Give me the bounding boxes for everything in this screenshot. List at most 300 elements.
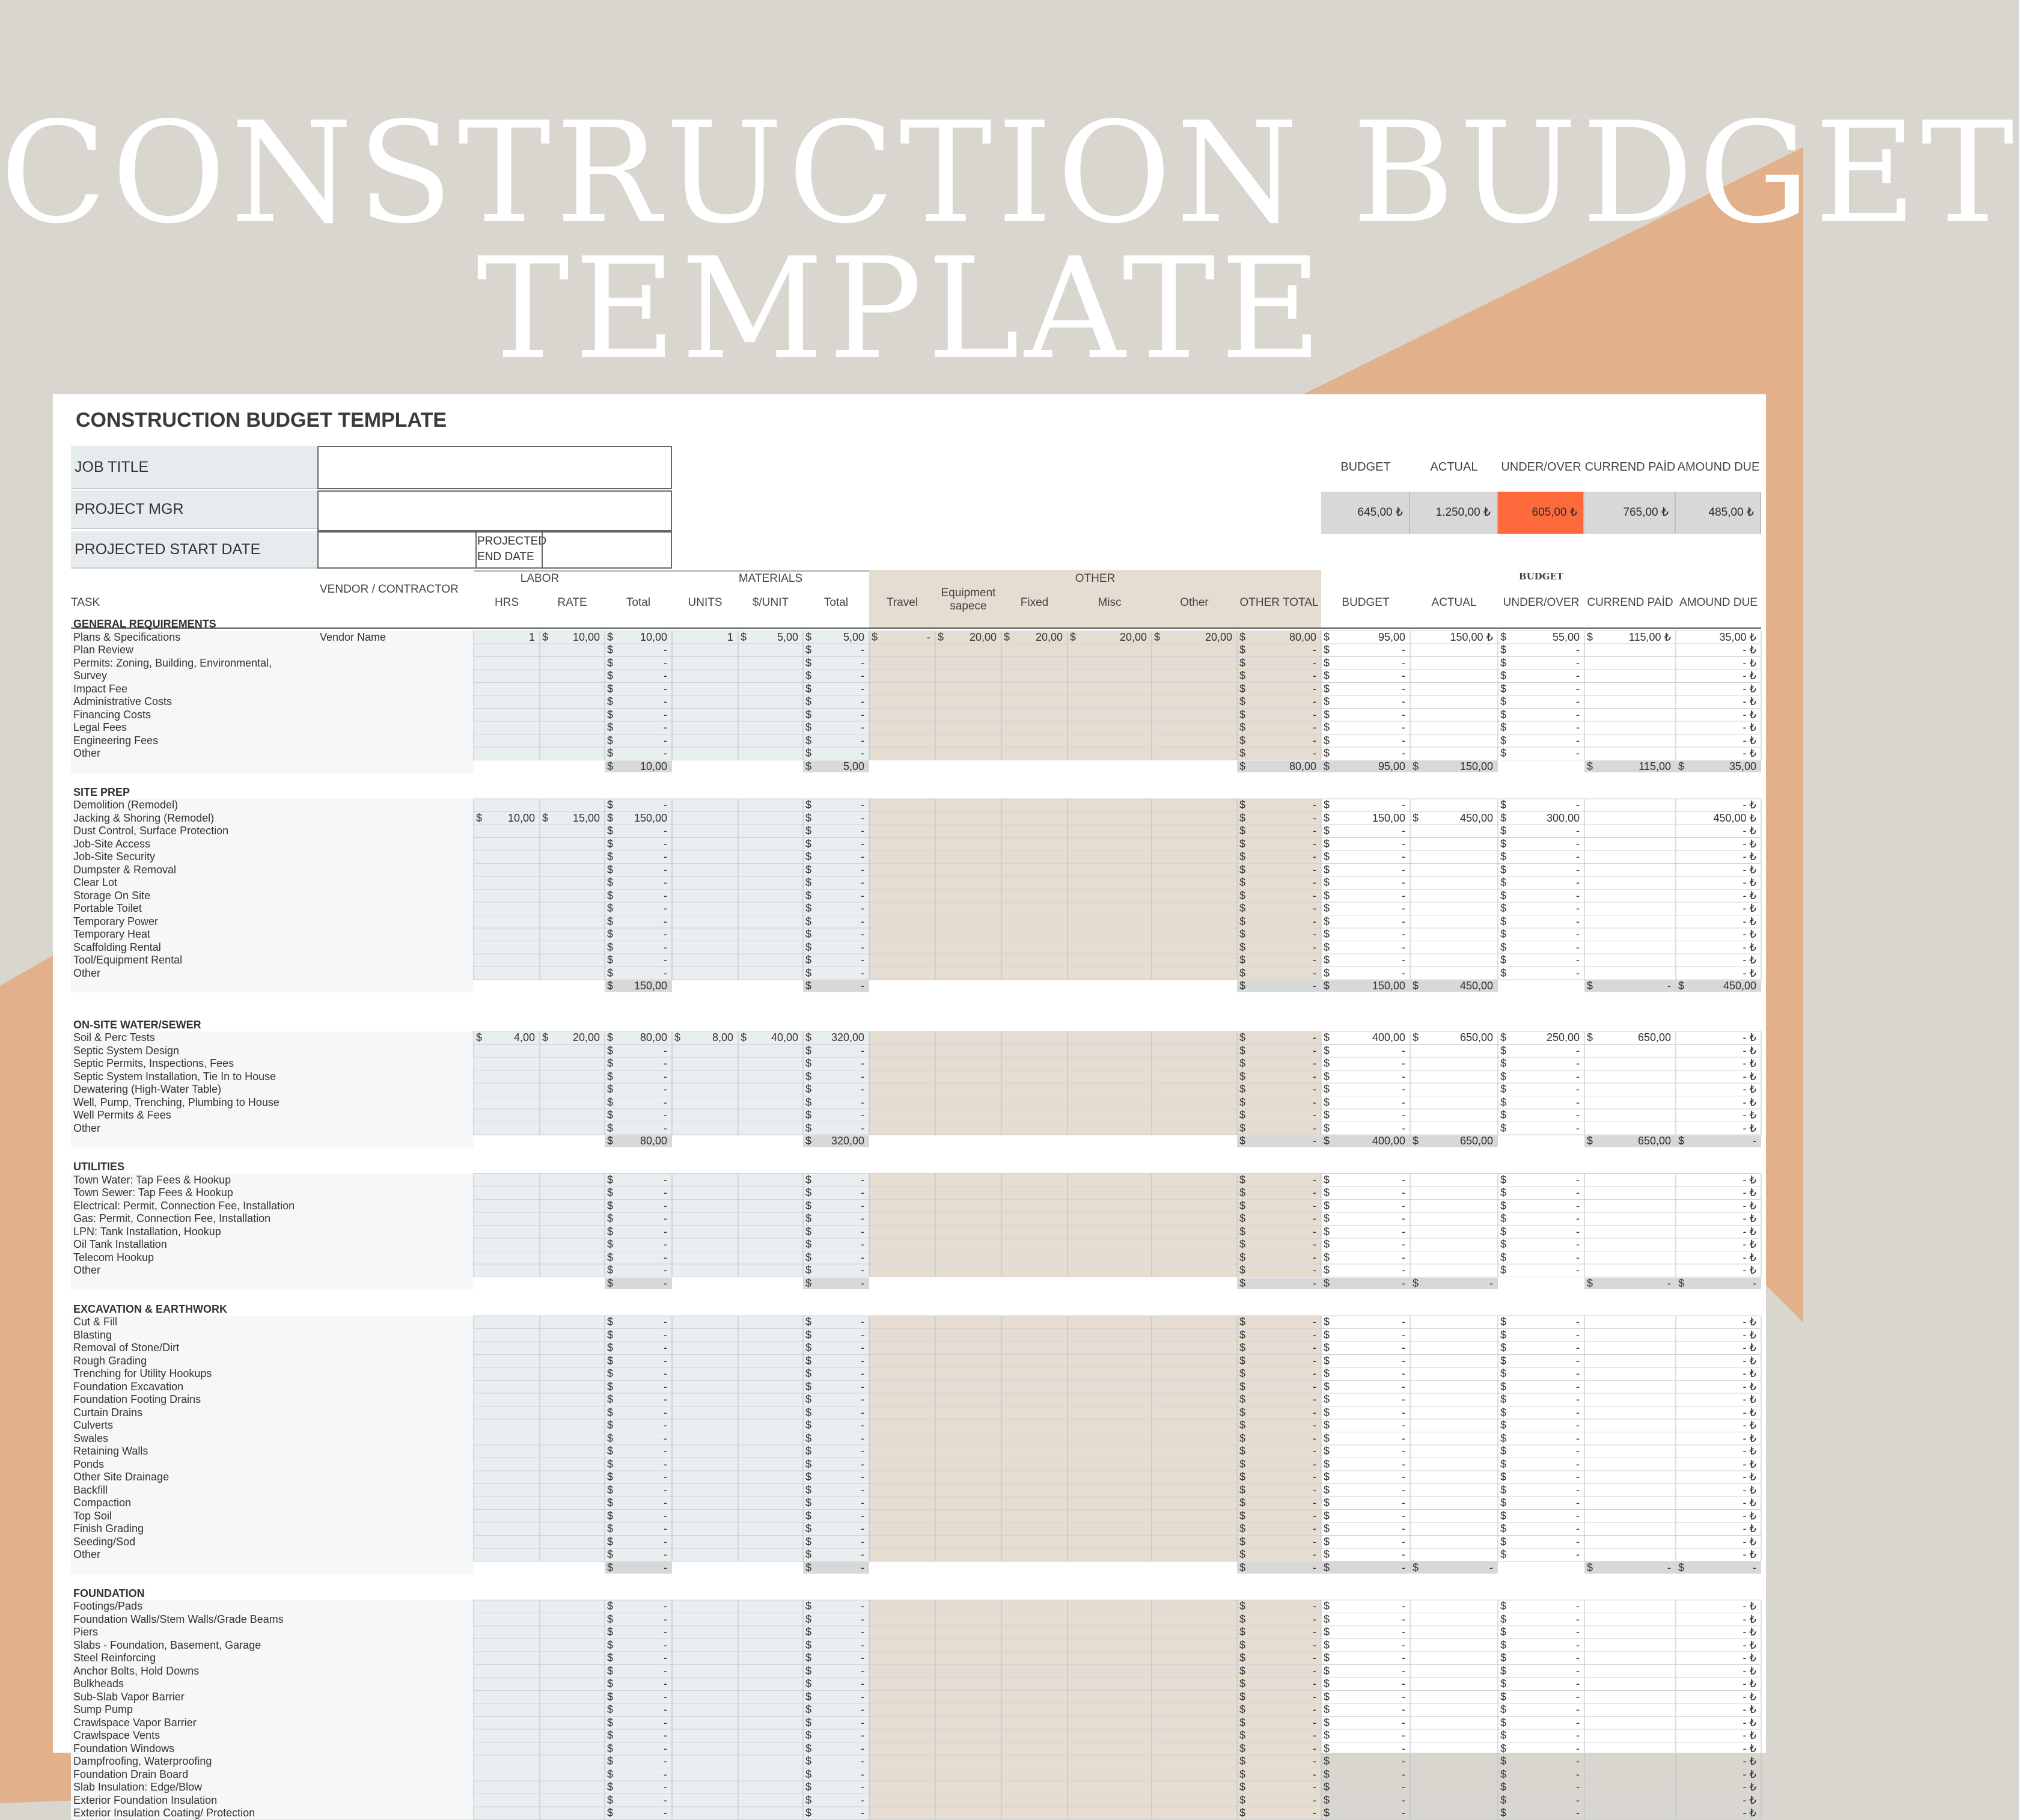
task-label[interactable]: Job-Site Security [73,850,156,863]
cell-due[interactable]: - ₺ [1743,1354,1756,1367]
cell-due[interactable]: - ₺ [1743,1173,1756,1186]
cell-due[interactable]: - ₺ [1743,1316,1756,1328]
cell-due[interactable]: - ₺ [1743,1225,1756,1238]
cell-uo-dollar: $ [1500,1626,1507,1638]
cell-due[interactable]: - ₺ [1743,1535,1756,1548]
cell-budget-dollar: $ [1324,1652,1330,1664]
cell-mtot: - [861,1238,864,1250]
section-total-paid-dollar: $ [1587,980,1593,992]
cell-fixed[interactable]: 20,00 [1035,631,1063,643]
cell-budget-dollar: $ [1324,1781,1330,1793]
section-total-ltot: 150,00 [634,980,667,992]
cell-due[interactable]: - ₺ [1743,1638,1756,1651]
task-label[interactable]: Dewatering (High-Water Table) [73,1083,222,1095]
cell-hrs[interactable]: 1 [528,631,535,643]
task-label[interactable]: Crawlspace Vents [73,1729,160,1741]
cell-mtot: - [861,1264,864,1276]
cell-due[interactable]: - ₺ [1743,941,1756,953]
task-label[interactable]: Scaffolding Rental [73,941,161,953]
cell-ltot-dollar: $ [607,708,614,721]
task-label[interactable]: Blasting [73,1328,112,1341]
task-label[interactable]: Sub-Slab Vapor Barrier [73,1690,185,1703]
task-label[interactable]: Portable Toilet [73,902,142,914]
cell-due[interactable]: - ₺ [1743,1419,1756,1431]
cell-due[interactable]: - ₺ [1743,928,1756,940]
task-label[interactable]: Exterior Foundation Insulation [73,1794,218,1806]
cell-due[interactable]: - ₺ [1743,1328,1756,1341]
cell-units[interactable]: 8,00 [712,1031,733,1043]
cell-uo-dollar: $ [1500,1768,1507,1780]
cell-ltot: - [664,954,667,966]
cell-due[interactable]: - ₺ [1743,1096,1756,1108]
cell-due[interactable]: - ₺ [1743,1794,1756,1806]
cell-uo: - [1576,1173,1580,1186]
cell-due[interactable]: - ₺ [1743,1070,1756,1083]
task-label[interactable]: Culverts [73,1419,114,1431]
cell-mtot: - [861,1742,864,1754]
cell-otot: - [1313,1109,1316,1121]
section-title: ON-SITE WATER/SEWER [73,1018,201,1031]
task-label[interactable]: Engineering Fees [73,734,159,747]
cell-units[interactable]: 1 [727,631,733,643]
cell-ltot-dollar: $ [607,670,614,682]
section-title: EXCAVATION & EARTHWORK [73,1302,227,1315]
cell-due[interactable]: - ₺ [1743,1199,1756,1212]
task-label[interactable]: Removal of Stone/Dirt [73,1342,180,1354]
task-label[interactable]: Well, Pump, Trenching, Plumbing to House [73,1096,279,1108]
cell-due[interactable]: - ₺ [1743,1471,1756,1483]
task-label[interactable]: Legal Fees [73,721,127,733]
task-label[interactable]: Temporary Heat [73,928,151,940]
cell-uo-dollar: $ [1500,928,1507,940]
cell-ltot: - [664,915,667,927]
cell-uo: - [1576,1354,1580,1367]
section-total-mtot-dollar: $ [805,1277,812,1289]
task-label[interactable]: Town Water: Tap Fees & Hookup [73,1173,231,1186]
cell-budget-dollar: $ [1324,631,1330,643]
section-total-due-dollar: $ [1678,980,1685,992]
cell-otot: - [1313,837,1316,850]
cell-due[interactable]: - ₺ [1743,1497,1756,1509]
cell-ltot-dollar: $ [607,644,614,656]
cell-budget-dollar: $ [1324,928,1330,940]
cell-ltot-dollar: $ [607,1406,614,1418]
cell-otot-dollar: $ [1239,1057,1246,1069]
cell-mtot: - [861,876,864,888]
task-label[interactable]: Other Site Drainage [73,1471,170,1483]
cell-due[interactable]: - ₺ [1743,644,1756,656]
task-label[interactable]: Compaction [73,1497,132,1509]
task-label[interactable]: Curtain Drains [73,1406,143,1418]
cell-due[interactable]: - ₺ [1743,1251,1756,1263]
cell-due[interactable]: - ₺ [1743,889,1756,902]
summary-header-1: ACTUAL [1430,460,1478,474]
task-label[interactable]: Seeding/Sod [73,1535,136,1548]
task-label[interactable]: Foundation Excavation [73,1380,184,1393]
section-total-actual[interactable]: 450,00 [1459,980,1493,992]
cell-due[interactable]: - ₺ [1743,1264,1756,1276]
cell-due[interactable]: - ₺ [1743,1122,1756,1134]
cell-due[interactable]: - ₺ [1743,1483,1756,1496]
cell-mtot-dollar: $ [805,811,812,824]
cell-due[interactable]: - ₺ [1743,1768,1756,1780]
cell-actual[interactable]: 150,00 ₺ [1450,631,1493,643]
cell-due[interactable]: - ₺ [1743,1212,1756,1224]
section-total-paid[interactable]: - [1667,1561,1671,1574]
cell-paid[interactable]: 650,00 [1637,1031,1671,1043]
cell-due[interactable]: - ₺ [1743,1664,1756,1677]
cell-actual[interactable]: 450,00 [1459,811,1493,824]
cell-due[interactable]: - ₺ [1743,799,1756,811]
section-total-ltot: - [664,1561,667,1574]
cell-ltot-dollar: $ [607,1251,614,1263]
cell-mtot: - [861,1044,864,1057]
cell-ltot-dollar: $ [607,1264,614,1276]
task-label[interactable]: Anchor Bolts, Hold Downs [73,1664,200,1677]
task-label[interactable]: Foundation Drain Board [73,1768,189,1780]
task-label[interactable]: Plan Review [73,644,134,656]
cell-due[interactable]: - ₺ [1743,1109,1756,1121]
job-title-label: JOB TITLE [71,446,317,489]
vendor-name[interactable]: Vendor Name [320,631,386,643]
task-label[interactable]: Gas: Permit, Connection Fee, Installation [73,1212,271,1224]
cell-ltot: - [664,1419,667,1431]
cell-due[interactable]: 450,00 ₺ [1713,811,1756,824]
cell-due[interactable]: - ₺ [1743,1044,1756,1057]
cell-mtot-dollar: $ [805,1225,812,1238]
task-label[interactable]: Other [73,1548,101,1560]
section-total-due[interactable]: 35,00 [1729,760,1756,772]
cell-uo: - [1576,708,1580,721]
cell-mtot: - [861,1419,864,1431]
task-label[interactable]: Slabs - Foundation, Basement, Garage [73,1638,261,1651]
cell-ltot: - [664,1497,667,1509]
task-label[interactable]: Well Permits & Fees [73,1109,171,1121]
task-label[interactable]: Impact Fee [73,682,128,695]
cell-mtot-dollar: $ [805,1393,812,1405]
cell-due[interactable]: - ₺ [1743,734,1756,747]
cell-due[interactable]: - ₺ [1743,1406,1756,1418]
task-label[interactable]: Soil & Perc Tests [73,1031,155,1043]
task-label[interactable]: Bulkheads [73,1678,124,1690]
task-label[interactable]: Slab Insulation: Edge/Blow [73,1781,203,1793]
cell-ltot-dollar: $ [607,954,614,966]
cell-budget-dollar: $ [1324,1109,1330,1121]
section-total-actual[interactable]: 650,00 [1459,1135,1493,1147]
cell-due[interactable]: - ₺ [1743,850,1756,863]
cell-other[interactable]: 20,00 [1205,631,1232,643]
cell-due[interactable]: - ₺ [1743,966,1756,979]
task-label[interactable]: Foundation Windows [73,1742,175,1754]
section-total-due[interactable]: - [1753,1277,1756,1289]
task-label[interactable]: Septic System Installation, Tie In to House [73,1070,276,1083]
cell-uo-dollar: $ [1500,1186,1507,1199]
task-label[interactable]: Dampfroofing, Waterproofing [73,1755,212,1767]
cell-ltot: - [664,1186,667,1199]
cell-due[interactable]: - ₺ [1743,1031,1756,1043]
task-label[interactable]: Footings/Pads [73,1600,143,1612]
cell-due[interactable]: - ₺ [1743,1703,1756,1715]
section-total-actual[interactable]: 150,00 [1459,760,1493,772]
task-label[interactable]: Storage On Site [73,889,151,902]
section-total-mtot-dollar: $ [805,1561,812,1574]
task-label[interactable]: Sump Pump [73,1703,133,1715]
cell-budget-dollar: $ [1324,1755,1330,1767]
cell-mtot: - [861,1690,864,1703]
cell-due[interactable]: - ₺ [1743,708,1756,721]
task-label[interactable]: Dumpster & Removal [73,863,177,876]
cell-otot: - [1313,734,1316,747]
cell-due[interactable]: - ₺ [1743,1083,1756,1095]
task-label[interactable]: Foundation Walls/Stem Walls/Grade Beams [73,1613,284,1625]
cell-rate[interactable]: 20,00 [572,1031,600,1043]
cell-equip[interactable]: 20,00 [969,631,997,643]
cell-ltot: - [664,825,667,837]
cell-due[interactable]: - ₺ [1743,1238,1756,1250]
cell-uo: - [1576,682,1580,695]
summary-header-2: UNDER/OVER [1501,460,1581,474]
cell-uo: - [1576,1678,1580,1690]
cell-due[interactable]: - ₺ [1743,1445,1756,1457]
cell-due[interactable]: - ₺ [1743,1458,1756,1470]
task-label[interactable]: Swales [73,1432,109,1444]
task-label[interactable]: Rough Grading [73,1354,147,1367]
section-total-due[interactable]: - [1753,1561,1756,1574]
cell-budget: - [1402,1781,1405,1793]
cell-mtot-dollar: $ [805,954,812,966]
task-label[interactable]: Plans & Specifications [73,631,181,643]
task-label[interactable]: Tool/Equipment Rental [73,954,183,966]
cell-due[interactable]: - ₺ [1743,1716,1756,1729]
cell-due[interactable]: - ₺ [1743,1367,1756,1379]
cell-budget-dollar: $ [1324,1057,1330,1069]
task-label[interactable]: Oil Tank Installation [73,1238,167,1250]
cell-unit[interactable]: 40,00 [771,1031,798,1043]
task-label[interactable]: Ponds [73,1458,105,1470]
cell-mtot: - [861,902,864,914]
task-label[interactable]: Piers [73,1626,99,1638]
cell-due[interactable]: - ₺ [1743,915,1756,927]
task-label[interactable]: Septic System Design [73,1044,180,1057]
cell-due[interactable]: - ₺ [1743,1548,1756,1560]
task-label[interactable]: Jacking & Shoring (Remodel) [73,811,215,824]
cell-travel[interactable]: - [927,631,930,643]
cell-paid-dollar: $ [1587,631,1593,643]
section-total-due-dollar: $ [1678,1135,1685,1147]
cell-due[interactable]: - ₺ [1743,1380,1756,1393]
cell-uo-dollar: $ [1500,1729,1507,1741]
cell-uo-dollar: $ [1500,1316,1507,1328]
cell-due[interactable]: - ₺ [1743,1742,1756,1754]
cell-due[interactable]: - ₺ [1743,954,1756,966]
cell-budget-dollar: $ [1324,656,1330,669]
task-label[interactable]: Administrative Costs [73,695,173,707]
cell-ltot: - [664,1316,667,1328]
section-total-paid[interactable]: 650,00 [1637,1135,1671,1147]
task-label[interactable]: Electrical: Permit, Connection Fee, Installation [73,1199,295,1212]
cell-otot-dollar: $ [1239,1238,1246,1250]
cell-mtot-dollar: $ [805,1638,812,1651]
task-label[interactable]: Backfill [73,1483,108,1496]
cell-due[interactable]: - ₺ [1743,1393,1756,1405]
task-label[interactable]: Temporary Power [73,915,159,927]
cell-budget: - [1402,1251,1405,1263]
section-total-due[interactable]: 450,00 [1723,980,1756,992]
cell-due[interactable]: - ₺ [1743,837,1756,850]
task-label[interactable]: Clear Lot [73,876,118,888]
cell-due[interactable]: - ₺ [1743,1613,1756,1625]
cell-due[interactable]: - ₺ [1743,825,1756,837]
cell-uo-dollar: $ [1500,941,1507,953]
cell-uo: - [1576,1419,1580,1431]
cell-otot-dollar: $ [1239,902,1246,914]
cell-paid[interactable]: 115,00 ₺ [1628,631,1671,643]
cell-budget-dollar: $ [1324,1703,1330,1715]
cell-ltot: - [664,1535,667,1548]
cell-due[interactable]: - ₺ [1743,1432,1756,1444]
cell-uo-dollar: $ [1500,876,1507,888]
cell-budget-dollar: $ [1324,1458,1330,1470]
task-label[interactable]: LPN: Tank Installation, Hookup [73,1225,221,1238]
task-label[interactable]: Job-Site Access [73,837,151,850]
section-total-paid[interactable]: - [1667,1277,1671,1289]
cell-ltot: - [664,1251,667,1263]
cell-due[interactable]: - ₺ [1743,876,1756,888]
cell-uo: 250,00 [1546,1031,1580,1043]
cell-otot-dollar: $ [1239,1729,1246,1741]
cell-mtot: - [861,1664,864,1677]
cell-due[interactable]: - ₺ [1743,1600,1756,1612]
task-label[interactable]: Demolition (Remodel) [73,799,179,811]
cell-due[interactable]: - ₺ [1743,1522,1756,1534]
cell-due[interactable]: - ₺ [1743,1652,1756,1664]
cell-budget-dollar: $ [1324,1807,1330,1819]
cell-due[interactable]: - ₺ [1743,695,1756,707]
task-label[interactable]: Other [73,966,101,979]
cell-mtot-dollar: $ [805,1445,812,1457]
cell-due[interactable]: - ₺ [1743,1342,1756,1354]
cell-unit[interactable]: 5,00 [777,631,798,643]
task-label[interactable]: Telecom Hookup [73,1251,154,1263]
section-total-budget-dollar: $ [1324,1277,1330,1289]
cell-due[interactable]: - ₺ [1743,1509,1756,1522]
task-label[interactable]: Permits: Zoning, Building, Environmental, [73,656,272,669]
cell-due[interactable]: - ₺ [1743,1807,1756,1819]
task-label[interactable]: Financing Costs [73,708,151,721]
cell-budget: - [1402,1497,1405,1509]
cell-budget-dollar: $ [1324,799,1330,811]
cell-otot-dollar: $ [1239,631,1246,643]
task-label[interactable]: Cut & Fill [73,1316,118,1328]
section-total-paid[interactable]: - [1667,980,1671,992]
task-label[interactable]: Crawlspace Vapor Barrier [73,1716,197,1729]
task-label[interactable]: Other [73,1122,101,1134]
cell-due[interactable]: - ₺ [1743,682,1756,695]
section-total-actual[interactable]: - [1489,1561,1493,1574]
task-label[interactable]: Other [73,747,101,759]
task-label[interactable]: Other [73,1264,101,1276]
cell-misc[interactable]: 20,00 [1119,631,1147,643]
cell-mtot-dollar: $ [805,1535,812,1548]
cell-due[interactable]: - ₺ [1743,670,1756,682]
cell-rate[interactable]: 10,00 [572,631,600,643]
section-total-due[interactable]: - [1753,1135,1756,1147]
cell-hrs[interactable]: 10,00 [507,811,535,824]
section-total-paid[interactable]: 115,00 [1639,760,1671,772]
cell-due[interactable]: 35,00 ₺ [1719,631,1756,643]
task-label[interactable]: Town Sewer: Tap Fees & Hookup [73,1186,233,1199]
cell-due[interactable]: - ₺ [1743,1678,1756,1690]
task-label[interactable]: Retaining Walls [73,1445,148,1457]
cell-due[interactable]: - ₺ [1743,721,1756,733]
task-label[interactable]: Survey [73,670,108,682]
cell-budget-dollar: $ [1324,915,1330,927]
task-label[interactable]: Foundation Footing Drains [73,1393,201,1405]
section-total-ltot-dollar: $ [607,760,614,772]
cell-due[interactable]: - ₺ [1743,1186,1756,1199]
task-label[interactable]: Trenching for Utility Hookups [73,1367,212,1379]
cell-mtot: - [861,682,864,695]
cell-rate[interactable]: 15,00 [572,811,600,824]
cell-due[interactable]: - ₺ [1743,1755,1756,1767]
cell-mtot-dollar: $ [805,1057,812,1069]
cell-due[interactable]: - ₺ [1743,1781,1756,1793]
cell-budget-dollar: $ [1324,902,1330,914]
cell-ltot: - [664,1122,667,1134]
cell-budget: - [1402,1406,1405,1418]
cell-mtot: - [861,811,864,824]
cell-ltot: - [664,1781,667,1793]
cell-ltot: - [664,721,667,733]
cell-ltot: - [664,1794,667,1806]
task-label[interactable]: Finish Grading [73,1522,144,1534]
cell-due[interactable]: - ₺ [1743,863,1756,876]
cell-mtot-dollar: $ [805,1122,812,1134]
cell-mtot-dollar: $ [805,1432,812,1444]
cell-mtot: - [861,799,864,811]
cell-due[interactable]: - ₺ [1743,747,1756,759]
cell-budget: - [1402,1807,1405,1819]
cell-due[interactable]: - ₺ [1743,902,1756,914]
section-total-actual-dollar: $ [1413,1135,1419,1147]
cell-due[interactable]: - ₺ [1743,656,1756,669]
task-label[interactable]: Septic Permits, Inspections, Fees [73,1057,234,1069]
cell-due[interactable]: - ₺ [1743,1057,1756,1069]
banner-line-1: CONSTRUCTION BUDGET [0,92,2019,254]
cell-actual[interactable]: 650,00 [1459,1031,1493,1043]
cell-uo: - [1576,1212,1580,1224]
cell-hrs[interactable]: 4,00 [513,1031,535,1043]
task-label[interactable]: Top Soil [73,1509,112,1522]
cell-otot-dollar: $ [1239,1109,1246,1121]
section-total-actual[interactable]: - [1489,1277,1493,1289]
cell-budget: - [1402,928,1405,940]
cell-mtot: - [861,966,864,979]
cell-due[interactable]: - ₺ [1743,1626,1756,1638]
cell-budget: - [1402,1613,1405,1625]
cell-otot: - [1313,889,1316,902]
cell-otot: - [1313,928,1316,940]
task-label[interactable]: Exterior Insulation Coating/ Protection [73,1807,255,1819]
section-total-otot-dollar: $ [1239,1277,1246,1289]
cell-due[interactable]: - ₺ [1743,1729,1756,1741]
cell-mtot: - [861,1083,864,1095]
task-label[interactable]: Steel Reinforcing [73,1652,156,1664]
cell-due[interactable]: - ₺ [1743,1690,1756,1703]
cell-mtot: - [861,656,864,669]
cell-otot-dollar: $ [1239,1070,1246,1083]
task-label[interactable]: Dust Control, Surface Protection [73,825,229,837]
